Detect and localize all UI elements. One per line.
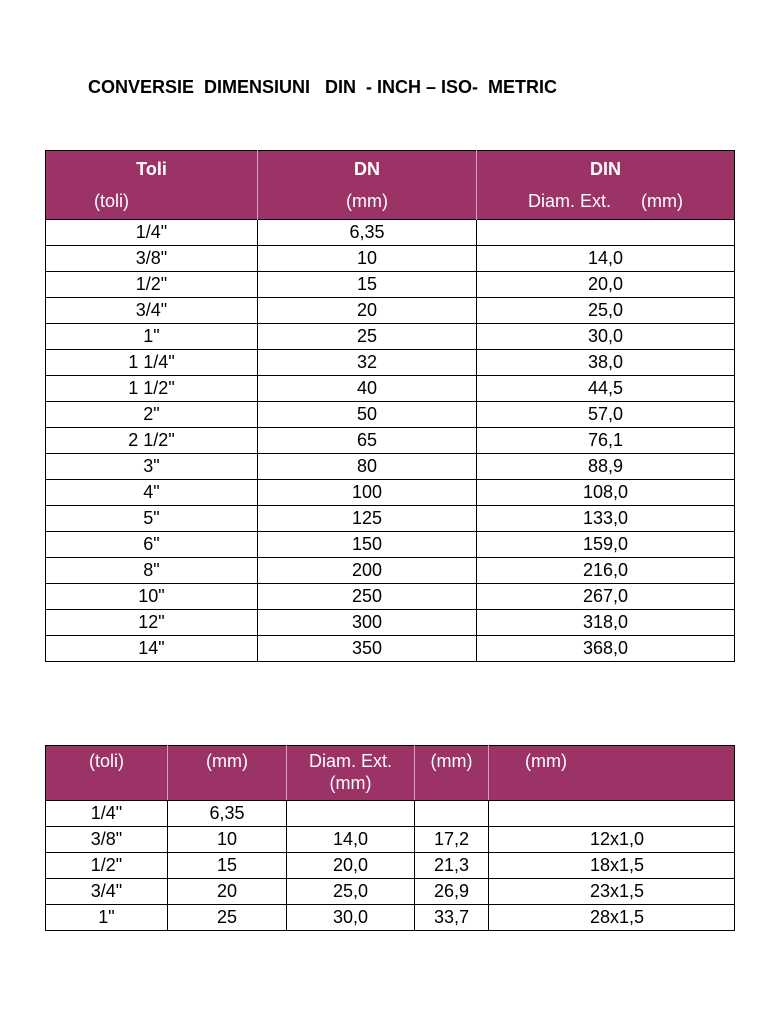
table-cell: 108,0 xyxy=(477,480,735,506)
table-cell: 267,0 xyxy=(477,584,735,610)
subheader-din: Diam. Ext. (mm) xyxy=(477,185,735,220)
table-cell: 25 xyxy=(168,905,287,931)
table-cell: 1/4" xyxy=(46,801,168,827)
table-cell: 40 xyxy=(258,376,477,402)
table-cell: 4" xyxy=(46,480,258,506)
table-cell: 159,0 xyxy=(477,532,735,558)
table-cell xyxy=(489,801,735,827)
header-din: DIN xyxy=(477,151,735,186)
header-mm: (mm) xyxy=(168,746,287,801)
table-cell: 2 1/2" xyxy=(46,428,258,454)
table-cell: 30,0 xyxy=(477,324,735,350)
table-cell: 21,3 xyxy=(415,853,489,879)
table-row xyxy=(46,454,735,480)
table-cell: 3/4" xyxy=(46,879,168,905)
table-cell: 318,0 xyxy=(477,610,735,636)
table-cell: 1" xyxy=(46,905,168,931)
table-row xyxy=(46,558,735,584)
table-cell: 368,0 xyxy=(477,636,735,662)
subheader-toli xyxy=(46,185,258,220)
table-row xyxy=(46,636,735,662)
table-cell: 1 1/4" xyxy=(46,350,258,376)
table-cell: 23x1,5 xyxy=(489,879,735,905)
subheader-toli-text: (toli) xyxy=(94,190,129,211)
table-row xyxy=(46,272,735,298)
table-row xyxy=(46,853,735,879)
table-cell: 20,0 xyxy=(287,853,415,879)
table-cell: 350 xyxy=(258,636,477,662)
subheader-dn: (mm) xyxy=(258,185,477,220)
table-cell: 15 xyxy=(258,272,477,298)
table-cell: 12" xyxy=(46,610,258,636)
table-header-row xyxy=(46,746,735,801)
table-row xyxy=(46,428,735,454)
table-row xyxy=(46,610,735,636)
header-toli: Toli xyxy=(46,151,258,186)
header-mm-metric-text: (mm) xyxy=(525,751,567,771)
table-cell: 100 xyxy=(258,480,477,506)
table-row xyxy=(46,246,735,272)
table-row xyxy=(46,324,735,350)
table-cell xyxy=(477,220,735,246)
table-cell: 1" xyxy=(46,324,258,350)
table-cell: 300 xyxy=(258,610,477,636)
table-cell: 10 xyxy=(258,246,477,272)
table-cell: 1/2" xyxy=(46,853,168,879)
table-cell: 6" xyxy=(46,532,258,558)
table-cell: 20 xyxy=(258,298,477,324)
table-cell: 1/2" xyxy=(46,272,258,298)
header-diam-ext: Diam. Ext. (mm) xyxy=(287,746,415,801)
table-cell xyxy=(287,801,415,827)
table-cell: 25,0 xyxy=(477,298,735,324)
table-row xyxy=(46,879,735,905)
table-body xyxy=(46,801,735,931)
table-cell: 1 1/2" xyxy=(46,376,258,402)
table-cell: 14,0 xyxy=(287,827,415,853)
table-cell: 57,0 xyxy=(477,402,735,428)
table-cell: 44,5 xyxy=(477,376,735,402)
table-row xyxy=(46,402,735,428)
table-row xyxy=(46,376,735,402)
table-cell: 1/4" xyxy=(46,220,258,246)
table-cell: 12x1,0 xyxy=(489,827,735,853)
table-row xyxy=(46,827,735,853)
table-cell: 3/4" xyxy=(46,298,258,324)
table-cell: 25,0 xyxy=(287,879,415,905)
table-subheader-row xyxy=(46,185,735,220)
table-cell: 20,0 xyxy=(477,272,735,298)
table-cell: 17,2 xyxy=(415,827,489,853)
header-mm-iso: (mm) xyxy=(415,746,489,801)
table-cell: 3/8" xyxy=(46,827,168,853)
table-cell: 216,0 xyxy=(477,558,735,584)
conversion-table-secondary xyxy=(45,745,735,931)
table-cell: 30,0 xyxy=(287,905,415,931)
table-row xyxy=(46,220,735,246)
table-cell: 200 xyxy=(258,558,477,584)
table-cell: 65 xyxy=(258,428,477,454)
table-cell: 5" xyxy=(46,506,258,532)
table-cell: 14,0 xyxy=(477,246,735,272)
conversion-table-main xyxy=(45,150,735,662)
table-cell: 133,0 xyxy=(477,506,735,532)
table-row xyxy=(46,584,735,610)
table-row xyxy=(46,506,735,532)
table-cell: 3" xyxy=(46,454,258,480)
document-title: CONVERSIE DIMENSIUNI DIN - INCH – ISO- METRIC xyxy=(88,77,558,97)
table-row xyxy=(46,905,735,931)
table-row xyxy=(46,298,735,324)
table-cell: 14" xyxy=(46,636,258,662)
table-cell: 10 xyxy=(168,827,287,853)
table-cell: 33,7 xyxy=(415,905,489,931)
table-cell: 26,9 xyxy=(415,879,489,905)
table-cell: 38,0 xyxy=(477,350,735,376)
table-cell: 6,35 xyxy=(168,801,287,827)
header-dn: DN xyxy=(258,151,477,186)
table-cell: 18x1,5 xyxy=(489,853,735,879)
table-cell: 32 xyxy=(258,350,477,376)
table-cell: 88,9 xyxy=(477,454,735,480)
table-cell: 8" xyxy=(46,558,258,584)
table-cell: 3/8" xyxy=(46,246,258,272)
table-row xyxy=(46,801,735,827)
table-cell: 150 xyxy=(258,532,477,558)
table-cell: 2" xyxy=(46,402,258,428)
header-mm-metric xyxy=(489,746,735,801)
table-body xyxy=(46,220,735,662)
table-cell: 76,1 xyxy=(477,428,735,454)
table-cell: 25 xyxy=(258,324,477,350)
table-cell: 6,35 xyxy=(258,220,477,246)
table-cell xyxy=(415,801,489,827)
header-toli: (toli) xyxy=(46,746,168,801)
table-cell: 125 xyxy=(258,506,477,532)
table-row xyxy=(46,480,735,506)
table-cell: 28x1,5 xyxy=(489,905,735,931)
table-cell: 10" xyxy=(46,584,258,610)
table-cell: 50 xyxy=(258,402,477,428)
table-cell: 20 xyxy=(168,879,287,905)
table-cell: 80 xyxy=(258,454,477,480)
table-row xyxy=(46,350,735,376)
table-row xyxy=(46,532,735,558)
table-cell: 15 xyxy=(168,853,287,879)
table-header-row xyxy=(46,151,735,186)
table-cell: 250 xyxy=(258,584,477,610)
